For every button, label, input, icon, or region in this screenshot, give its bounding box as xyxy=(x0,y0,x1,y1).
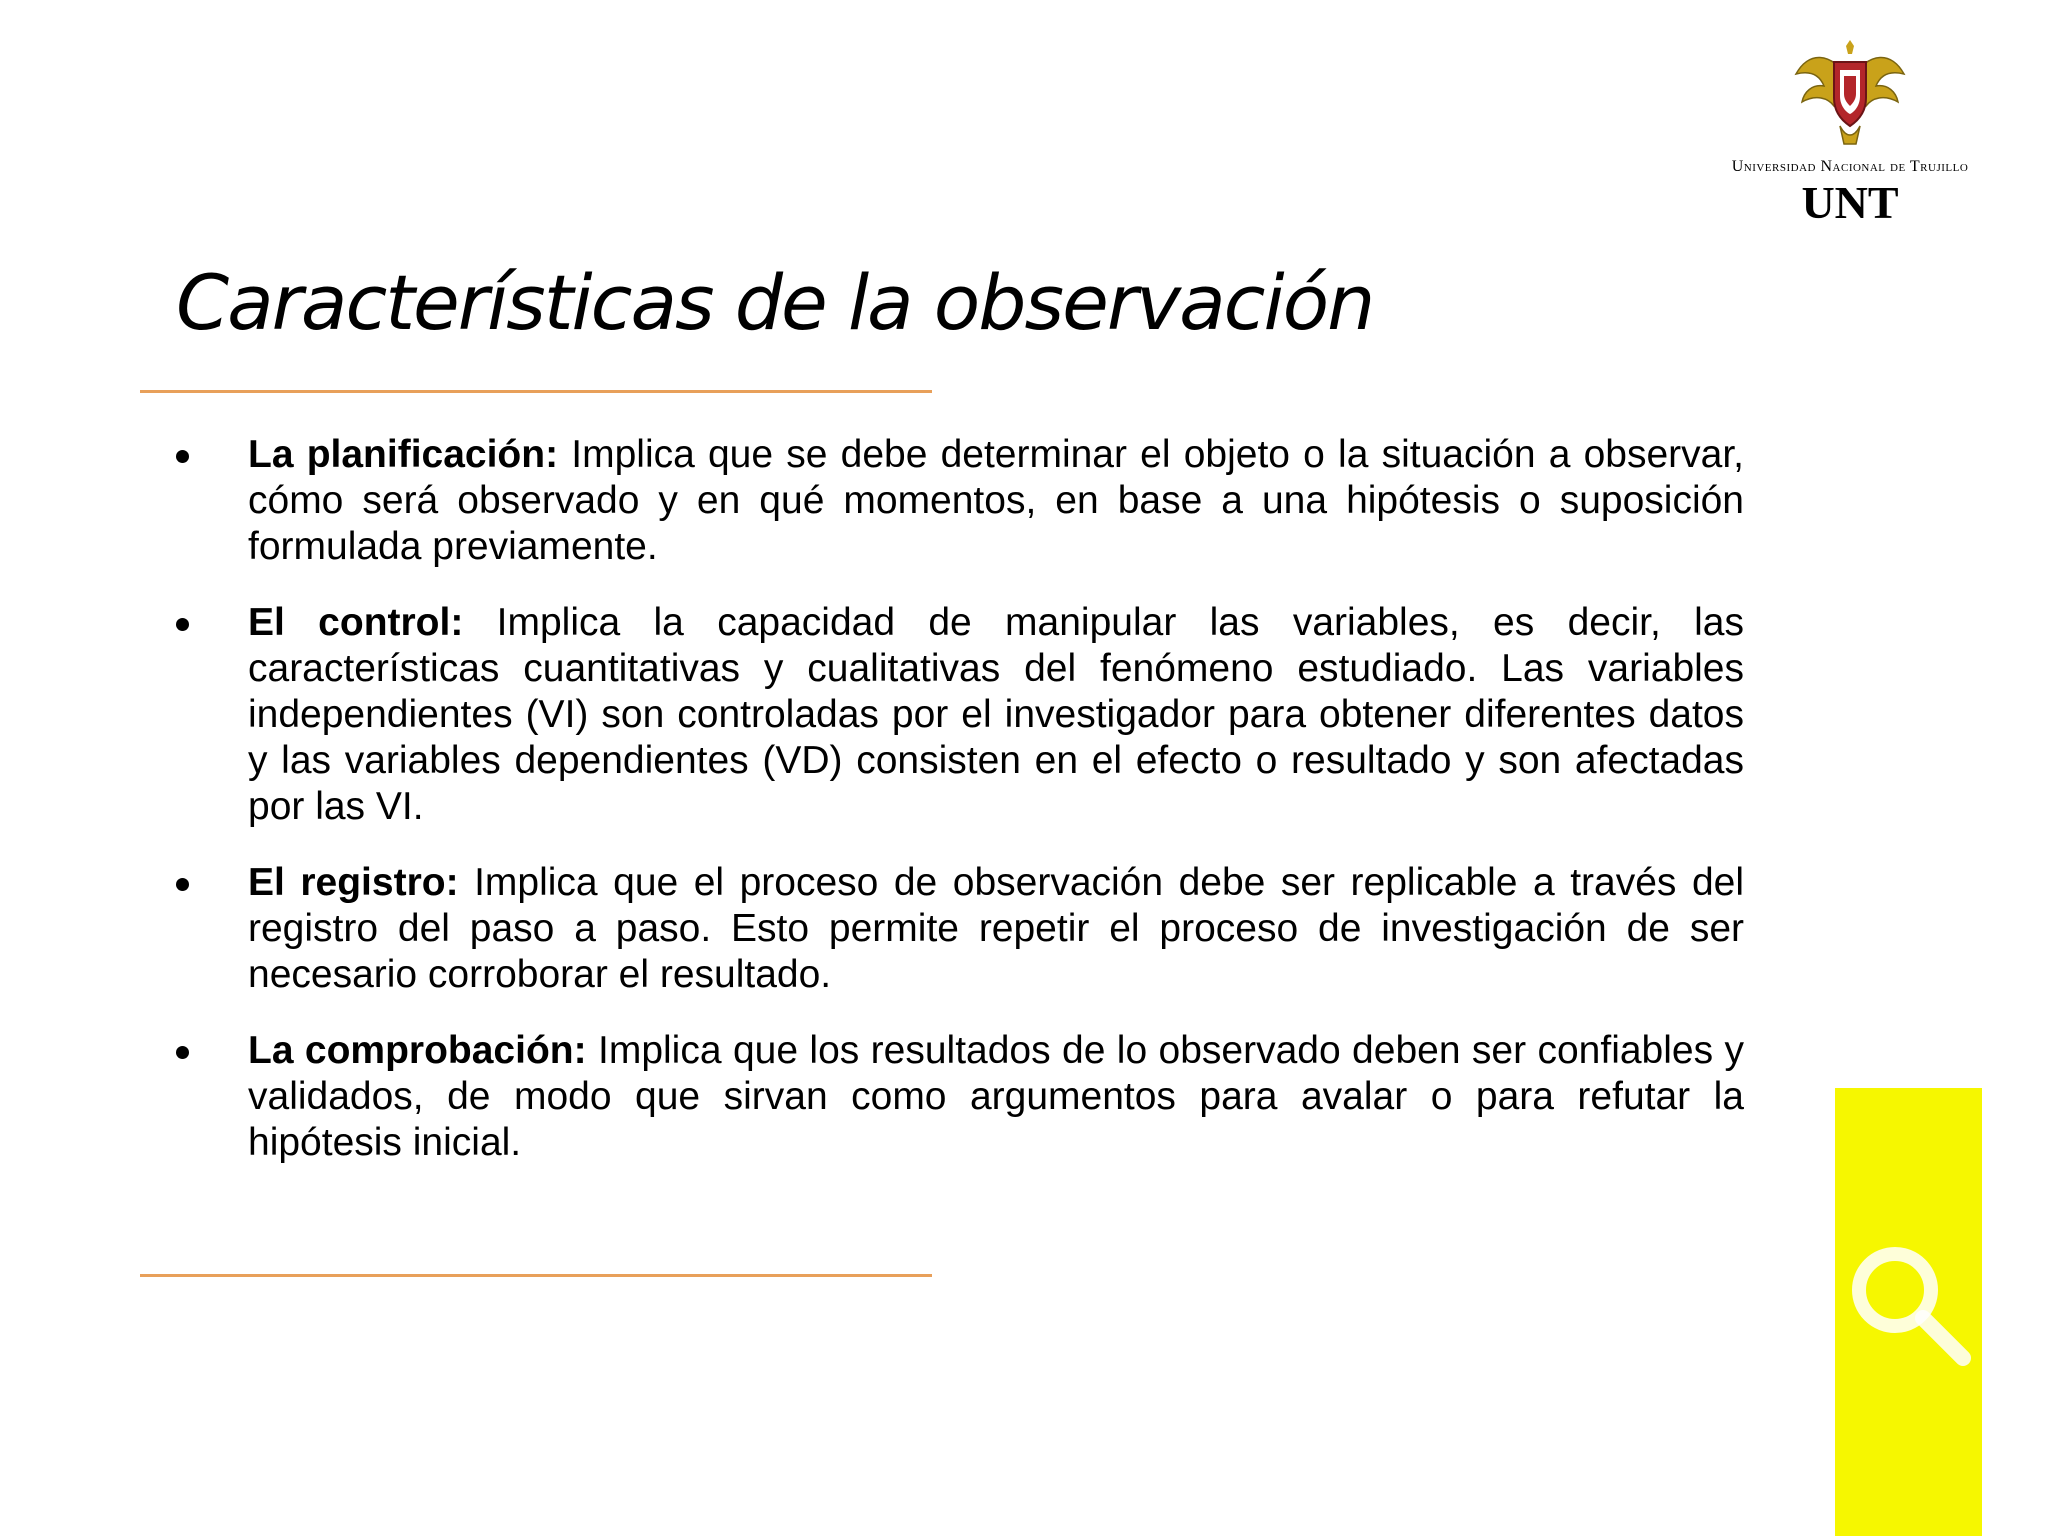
magnifier-icon xyxy=(1841,1236,1981,1376)
bullet-icon xyxy=(176,878,189,891)
item-text: Implica la capacidad de manipular las variables, es decir, las características cuantitativas y cualitativas del fenómeno estudiado. Las variables independientes (VI) son controladas por el investigador para obtener diferentes datos y las variables dependientes (VD) consisten en el efecto o resultado y son afectadas por las VI. xyxy=(248,601,1744,828)
university-name: Universidad Nacional de Trujillo xyxy=(1731,158,1969,175)
bullet-icon xyxy=(176,618,189,631)
list-item xyxy=(176,860,1744,998)
university-abbreviation: UNT xyxy=(1801,177,1899,228)
item-text: Implica que los resultados de lo observado deben ser confiables y validados, de modo que sirvan como argumentos para avalar o para refutar la hipótesis inicial. xyxy=(248,1029,1744,1164)
top-divider xyxy=(140,390,932,393)
item-text: Implica que se debe determinar el objeto o la situación a observar, cómo será observado y en qué momentos, en base a una hipótesis o suposición formulada previamente. xyxy=(248,433,1744,568)
bullet-icon xyxy=(176,1046,189,1059)
university-logo xyxy=(1680,40,2020,230)
bottom-divider xyxy=(140,1274,932,1277)
slide-title: Características de la observación xyxy=(176,258,1374,347)
item-text: Implica que el proceso de observación debe ser replicable a través del registro del paso a paso. Esto permite repetir el proceso de investigación de ser necesario corroborar el resultado. xyxy=(248,861,1744,996)
item-term: El control: xyxy=(248,601,464,644)
item-term: La planificación: xyxy=(248,433,559,476)
university-crest-icon xyxy=(1790,40,1910,148)
item-term: La comprobación: xyxy=(248,1029,587,1072)
item-term: El registro: xyxy=(248,861,459,904)
side-panel xyxy=(1835,1088,1982,1536)
characteristics-list xyxy=(176,432,1744,1196)
bullet-icon xyxy=(176,450,189,463)
list-item xyxy=(176,600,1744,830)
list-item xyxy=(176,1028,1744,1166)
list-item xyxy=(176,432,1744,570)
